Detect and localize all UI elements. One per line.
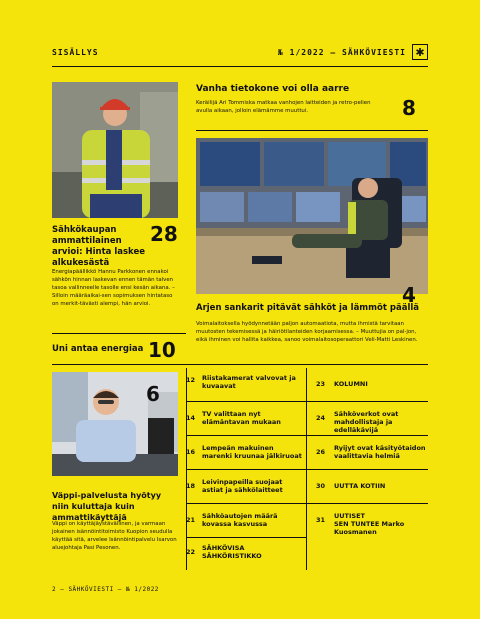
page-footer: 2 — SÄHKÖVIESTI — № 1/2022 <box>52 586 159 593</box>
toc-item-num: 23 <box>316 380 326 388</box>
story-left-title: Sähkökaupan ammattilainen arvioi: Hinta laskee alkukesästä <box>52 225 145 268</box>
toc-item[interactable] <box>186 470 306 504</box>
feature-top-page: 8 <box>402 96 416 120</box>
toc-item-text: Lempeän makuinen marenki kruunaa jälkiruoat <box>202 444 302 460</box>
toc-item-num: 26 <box>316 448 326 456</box>
toc-item-text: Sähköverkot ovat mahdollistaja ja edelläkävijä <box>334 410 399 434</box>
toc-item-num: 16 <box>186 448 196 456</box>
toc-item[interactable] <box>306 504 428 538</box>
toc-item-num: 31 <box>316 516 326 524</box>
photo-energy-manager-illustration <box>52 82 178 218</box>
header-rule <box>52 66 428 67</box>
sahkoviesti-logo-icon: ✱ <box>412 44 428 60</box>
toc-item-text: KOLUMNI <box>334 380 368 388</box>
photo-energy-manager <box>52 82 178 218</box>
toc-item[interactable] <box>186 436 306 470</box>
toc-item[interactable] <box>186 402 306 436</box>
toc-item-subtext: SEN TUNTEE Marko Kuosmanen <box>334 520 405 536</box>
toc-item-num: 30 <box>316 482 326 490</box>
issue-label: № 1/2022 — SÄHKÖVIESTI <box>278 48 406 57</box>
story-energy-page: 10 <box>148 338 176 362</box>
feature-top-title: Vanha tietokone voi olla aarre <box>196 84 350 94</box>
toc-item[interactable] <box>306 470 428 504</box>
story-main-page: 4 <box>402 283 416 307</box>
story-main-title: Arjen sankarit pitävät sähköt ja lämmöt päällä <box>196 303 420 313</box>
toc-item[interactable] <box>186 504 306 538</box>
toc-item[interactable] <box>306 436 428 470</box>
mid-rule <box>52 364 428 365</box>
toc-item-text: Riistakamerat valvovat ja kuvaavat <box>202 374 296 390</box>
feature-top-rule <box>196 130 428 131</box>
toc-item-text: UUTISET <box>334 512 365 520</box>
toc-left-column <box>186 368 306 570</box>
story-left-page: 28 <box>150 222 178 246</box>
toc-item[interactable] <box>186 538 306 570</box>
story-left-text: Energiapäällikkö Hannu Parkkonen ennakoi sähkön hinnan laskevan ennen tämän talven tasoa vallinneelle tasolle ensi kesän aikana. – Silloin määräaikai-sen sopimuksen hintataso on merkit-tävästi alempi, hän arvioi. <box>52 269 175 307</box>
photo-control-room-illustration <box>196 138 428 294</box>
toc-item-text: TV valittaan nyt elämäntavan mukaan <box>202 410 281 426</box>
toc-item[interactable] <box>186 368 306 402</box>
story-main-text: Voimalaitoksella hyödynnetään paljon automaatiota, mutta ihmistä tarvitaan muutosten tekemisessä ja häiriötilanteiden korjaamisessa. – Muuttujia on pal-jon, eikä ihminen voi hallita kaikkea, sanoo voimalaitosoperaattori Veli-Matti Leskinen. <box>196 321 418 343</box>
toc-item-num: 18 <box>186 482 196 490</box>
toc-item-num: 14 <box>186 414 196 422</box>
story-bottom-left-page: 6 <box>146 382 160 406</box>
story-energy-title: Uni antaa energiaa <box>52 344 144 354</box>
story-left-rule <box>52 333 186 334</box>
toc-item-num: 22 <box>186 548 196 556</box>
photo-control-room <box>196 138 428 294</box>
section-title: SISÄLLYS <box>52 48 99 57</box>
toc-item-text: Leivinpapeilla suojaat astiat ja sähkölaitteet <box>202 478 283 494</box>
toc-item-text: Sähköautojen määrä kovassa kasvussa <box>202 512 278 528</box>
toc-item-num: 12 <box>186 376 196 384</box>
toc-item-num: 24 <box>316 414 326 422</box>
toc-item-text: SÄHKÖVISA SÄHKÖRISTIKKO <box>202 544 262 560</box>
toc-item[interactable] <box>306 402 428 436</box>
toc-item-text: UUTTA KOTIIN <box>334 482 386 490</box>
toc-item-num: 21 <box>186 516 196 524</box>
story-bottom-left-text: Väppi on käyttäjäystävällinen, ja varmaan jokainen isännöintitoimisto Kuopion seudulla käyttää sitä, arvelee Isännöintipalvelu Isarvon aluejohtaja Pasi Pesonen. <box>52 521 177 551</box>
toc-item[interactable] <box>306 368 428 402</box>
toc-right-column <box>306 368 428 538</box>
story-bottom-left-title: Väppi-palvelusta hyötyy niin kuluttaja kuin ammattikäyttäjä <box>52 491 162 522</box>
feature-top-text: Keräilijä Ari Tommiska matkaa vanhojen laitteiden ja retro-pelien avulla aikaan, jolloin elämämme muuttui. <box>196 100 371 114</box>
toc-item-text: Ryijyt ovat käsityötaidon vaalittavia helmiä <box>334 444 426 460</box>
